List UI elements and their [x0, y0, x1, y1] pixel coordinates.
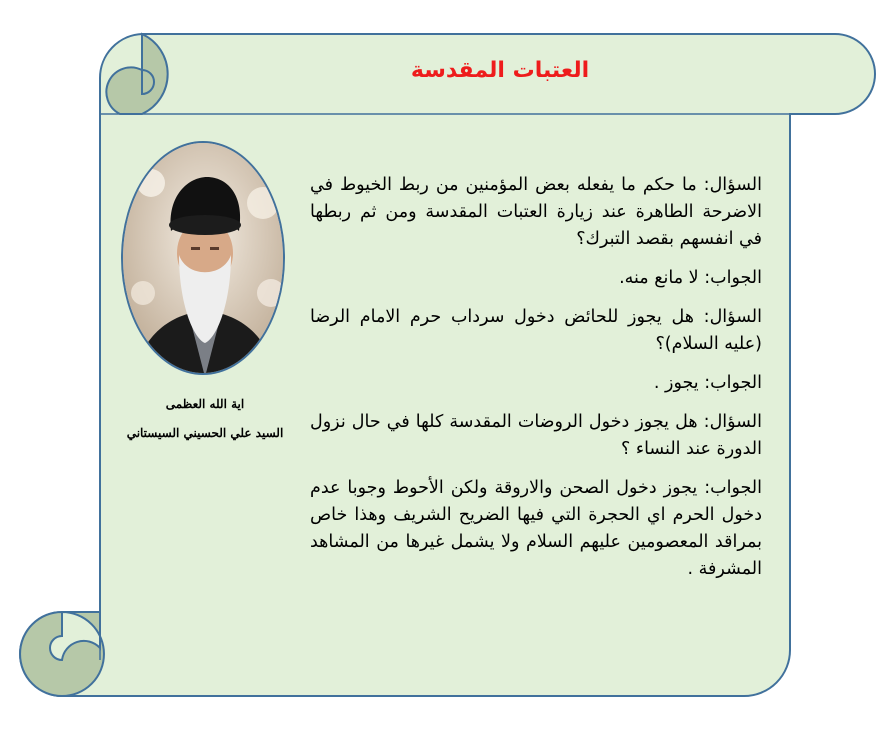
answer-3: الجواب: يجوز دخول الصحن والاروقة ولكن الأحوط وجوبا عدم دخول الحرم اي الحجرة التي فيها الضريح الشريف وهذا خاص بمراقد المعصومين عليهم السلام ولا يشمل غيرها من المشاهد المشرفة .	[310, 478, 762, 579]
question-1: السؤال: ما حكم ما يفعله بعض المؤمنين من ربط الخيوط في الاضرحة الطاهرة عند زيارة العتبات المقدسة ومن ثم ربطها في انفسهم بقصد التبرك؟	[310, 175, 762, 249]
portrait-caption-name: السيد علي الحسيني السيستاني	[126, 426, 284, 440]
answer-2: الجواب: يجوز .	[653, 373, 762, 393]
portrait-caption-title: اية الله العظمى	[165, 397, 245, 411]
qa-content	[310, 172, 762, 595]
portrait-image	[121, 141, 285, 375]
page-title: العتبات المقدسة	[410, 58, 590, 83]
portrait-illustration	[123, 143, 285, 375]
question-3: السؤال: هل يجوز دخول الروضات المقدسة كلها في حال نزول الدورة عند النساء ؟	[310, 412, 762, 459]
answer-1: الجواب: لا مانع منه.	[619, 268, 762, 288]
question-2: السؤال: هل يجوز للحائض دخول سرداب حرم الامام الرضا (عليه السلام)؟	[310, 307, 762, 354]
